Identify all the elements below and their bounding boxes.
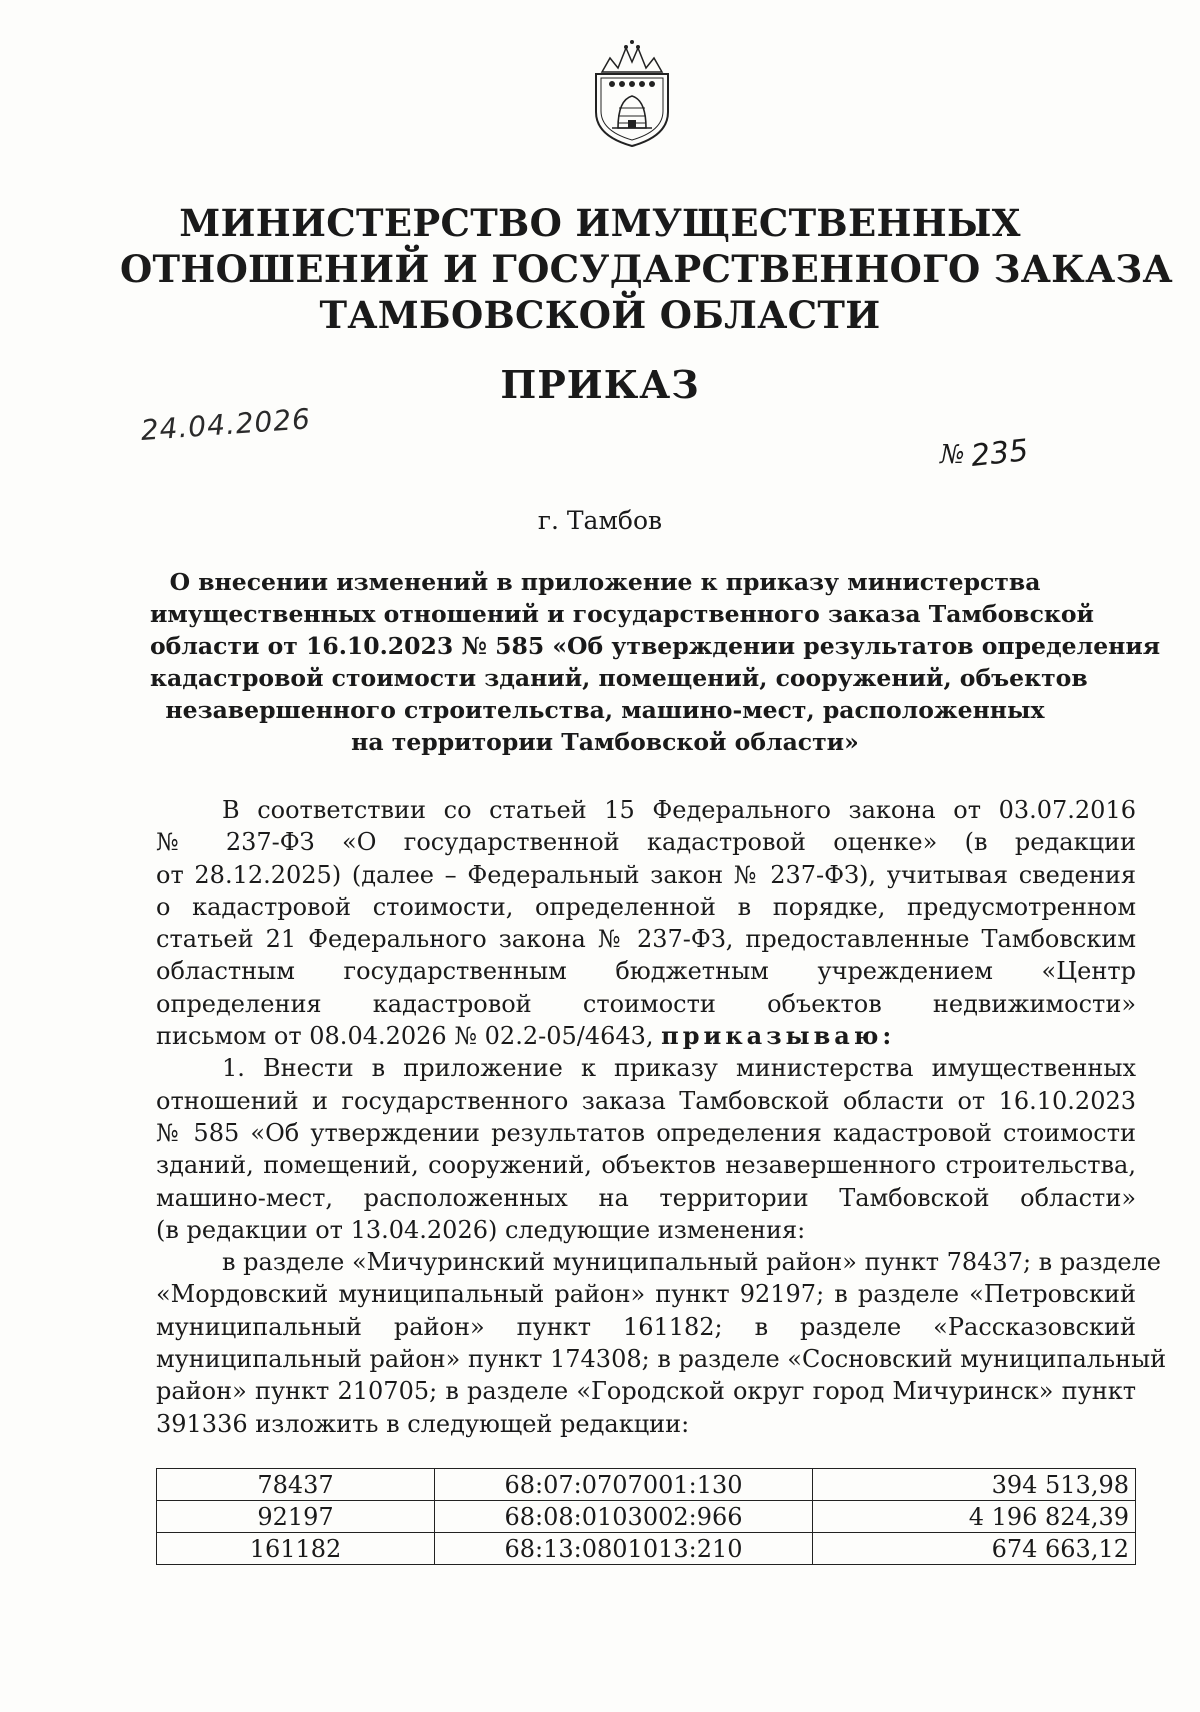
ministry-name [120,200,1173,338]
body-line: отношений и государственного заказа Тамбовской области от 16.10.2023 [156,1086,1136,1115]
body-line: машино-мест, расположенных на территории Тамбовской области» [156,1183,1136,1212]
subject-line: незавершенного строительства, машино-мест, расположенных [165,696,1045,724]
body-line: В соответствии со статьей 15 Федерального закона от 03.07.2016 [222,796,1136,824]
body-line: № 585 «Об утверждении результатов определения кадастровой стоимости [156,1118,1136,1147]
cadastral-value-cell: 4 196 824,39 [813,1501,1136,1533]
table-row [157,1501,1136,1533]
handwritten-number: 235 [968,433,1030,474]
body-line: район» пункт 210705; в разделе «Городской округ город Мичуринск» пункт [156,1377,1136,1406]
item-number-cell: 78437 [157,1469,435,1501]
number-label: № [940,440,965,470]
subject-line: имущественных отношений и государственного заказа Тамбовской [150,600,1094,628]
cadastral-value-cell: 394 513,98 [813,1469,1136,1501]
ministry-line: ТАМБОВСКОЙ ОБЛАСТИ [319,293,881,337]
body-line: 391336 изложить в следующей редакции: [156,1409,690,1438]
cadastral-number-cell: 68:13:0801013:210 [435,1533,813,1565]
subject-line: О внесении изменений в приложение к приказу министерства [169,568,1041,596]
handwritten-date: 24.04.2026 [139,402,312,447]
cadastral-value-cell: 674 663,12 [813,1533,1136,1565]
subject-line: на территории Тамбовской области» [351,728,859,756]
body-text [156,794,1167,1440]
document-type: ПРИКАЗ [500,362,700,407]
cadastral-number-cell: 68:07:0707001:130 [435,1469,813,1501]
item-number-cell: 161182 [157,1533,435,1565]
body-line: областным государственным бюджетным учреждением «Центр [156,957,1136,986]
cadastral-number-cell: 68:08:0103002:966 [435,1501,813,1533]
body-line: зданий, помещений, сооружений, объектов незавершенного строительства, [156,1151,1136,1180]
body-line: (в редакции от 13.04.2026) следующие изменения: [156,1215,806,1244]
body-line: № 237-ФЗ «О государственной кадастровой оценке» (в редакции [156,828,1136,857]
table-row [157,1533,1136,1565]
body-line: в разделе «Мичуринский муниципальный район» пункт 78437; в разделе [222,1248,1162,1277]
subject-line: кадастровой стоимости зданий, помещений, сооружений, объектов [150,664,1088,692]
order-word: приказываю: [661,1021,896,1051]
body-line [156,1020,1136,1052]
letter-reference: письмом от 08.04.2026 № 02.2-05/4643, [156,1022,654,1051]
changes-table [156,1468,1136,1565]
document-subject [150,566,1161,758]
ministry-line: ОТНОШЕНИЙ И ГОСУДАРСТВЕННОГО ЗАКАЗА [120,247,1173,291]
body-line: муниципальный район» пункт 174308; в разделе «Сосновский муниципальный [156,1345,1167,1374]
city: г. Тамбов [537,506,663,535]
ministry-line: МИНИСТЕРСТВО ИМУЩЕСТВЕННЫХ [179,201,1021,245]
item-number-cell: 92197 [157,1501,435,1533]
body-line: муниципальный район» пункт 161182; в разделе «Рассказовский [156,1312,1136,1341]
document-number [940,433,1030,474]
body-line: статьей 21 Федерального закона № 237-ФЗ, предоставленные Тамбовским [156,925,1136,954]
body-line: 1. Внести в приложение к приказу министерства имущественных [222,1054,1136,1083]
body-line: «Мордовский муниципальный район» пункт 92197; в разделе «Петровский [156,1280,1136,1309]
body-line: о кадастровой стоимости, определенной в порядке, предусмотренном [156,892,1136,921]
coat-of-arms-emblem [586,38,678,150]
body-line: от 28.12.2025) (далее – Федеральный закон № 237-ФЗ), учитывая сведения [156,860,1136,889]
body-line: определения кадастровой стоимости объектов недвижимости» [156,989,1136,1018]
table-row [157,1469,1136,1501]
subject-line: области от 16.10.2023 № 585 «Об утверждении результатов определения [150,632,1161,660]
